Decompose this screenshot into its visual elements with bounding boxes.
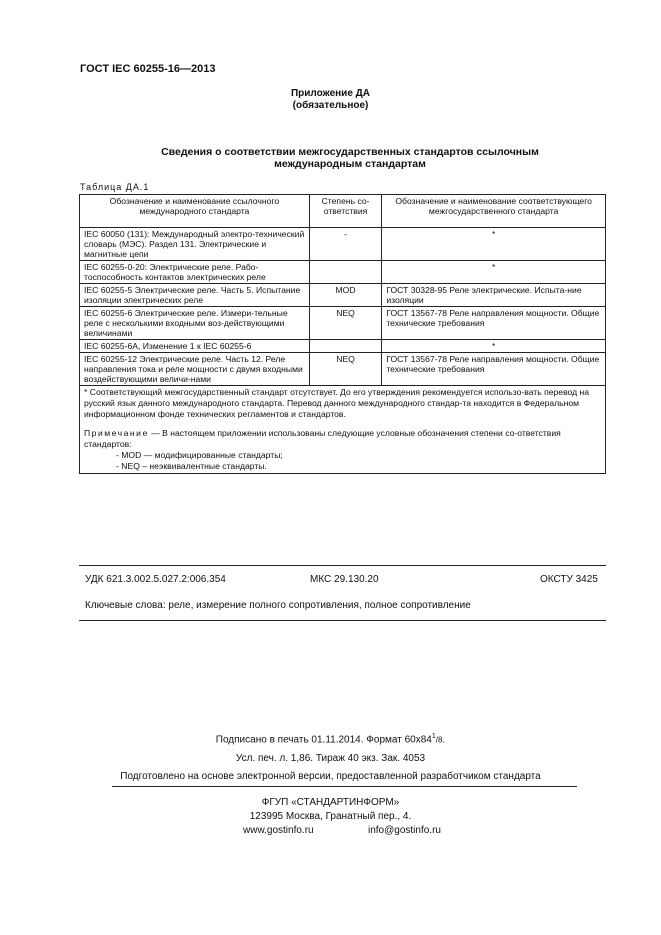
intl-standard-cell: IEC 60255-6 Электрические реле. Измери-тельные реле с несколькими входными воз-действующими величинами <box>80 307 310 340</box>
imprint-divider <box>112 786 577 787</box>
table-row <box>80 228 606 261</box>
appendix-subtitle: (обязательное) <box>292 100 369 111</box>
udk-code: УДК 621.3.002.5.027.2:006.354 <box>85 574 226 585</box>
table-notes <box>80 386 606 474</box>
degree-cell <box>309 261 382 284</box>
section-title-line2: международным стандартам <box>274 158 426 170</box>
format-end: . <box>442 734 446 746</box>
degree-cell: - <box>309 228 382 261</box>
prepared-info: Подготовлено на основе электронной версии, предоставленной разработчиком стандарта <box>120 771 541 782</box>
degree-cell: MOD <box>309 284 382 307</box>
note <box>84 428 601 450</box>
table-row <box>80 340 606 353</box>
section-title-line1: Сведения о соответствии межгосударственных стандартов ссылочным <box>161 146 539 158</box>
note-text: — В настоящем приложении использованы следующие условные обозначения степени со-ответствия стандартов: <box>84 428 561 449</box>
document-header: ГОСТ IEC 60255-16—2013 <box>80 63 216 75</box>
table-header-row <box>80 195 606 228</box>
table-notes-row <box>80 386 606 474</box>
note-item-mod: - MOD — модифицированные стандарты; <box>116 450 283 460</box>
publisher-email[interactable]: info@gostinfo.ru <box>368 825 441 836</box>
table-row <box>80 307 606 340</box>
degree-cell: NEQ <box>309 353 382 386</box>
gost-standard-cell: * <box>382 261 606 284</box>
note-label: Примечание <box>84 428 149 438</box>
publisher-website[interactable]: www.gostinfo.ru <box>243 825 314 836</box>
bottom-divider <box>79 620 606 621</box>
signed-text: Подписано в печать 01.11.2014. Формат 60x84 <box>215 734 432 746</box>
column-header-degree: Степень со-ответствия <box>309 195 382 228</box>
column-header-intl: Обозначение и наименование ссылочного международного стандарта <box>80 195 310 228</box>
intl-standard-cell: IEC 60255-6A, Изменение 1 к IEC 60255-6 <box>80 340 310 353</box>
gost-standard-cell: ГОСТ 13567-78 Реле направления мощности. Общие технические требования <box>382 353 606 386</box>
format-subscript: /8 <box>435 735 443 745</box>
top-divider <box>79 565 606 566</box>
gost-standard-cell: * <box>382 340 606 353</box>
publisher-name: ФГУП «СТАНДАРТИНФОРМ» <box>261 797 400 808</box>
table-caption: Таблица ДА.1 <box>80 182 150 192</box>
table-row <box>80 261 606 284</box>
publisher-address: 123995 Москва, Гранатный пер., 4. <box>249 811 412 822</box>
intl-standard-cell: IEC 60255-0-20: Электрические реле. Рабо-тоспособность контактов электрических реле <box>80 261 310 284</box>
degree-cell: NEQ <box>309 307 382 340</box>
column-header-gost: Обозначение и наименование соответствующего межгосударственного стандарта <box>382 195 606 228</box>
note-item-neq: - NEQ – неэквивалентные стандарты. <box>116 461 267 471</box>
okstu-code: ОКСТУ 3425 <box>540 574 598 585</box>
intl-standard-cell: IEC 60050 (131): Международный электро-технический словарь (МЭС). Раздел 131. Электрические и магнитные цепи <box>80 228 310 261</box>
intl-standard-cell: IEC 60255-12 Электрические реле. Часть 12. Реле направления тока и реле мощности с двумя входными воздействующими величи-нами <box>80 353 310 386</box>
appendix-heading <box>0 88 661 112</box>
section-title <box>100 146 600 170</box>
signed-line <box>0 733 661 745</box>
table-row <box>80 353 606 386</box>
footnote: * Соответствующий межгосударственный стандарт отсутствует. До его утверждения рекомендуется использо-вать перевод на русский язык данного международного стандарта. Перевод данного международного стандар-та находится в Федеральном информационном фонде технических регламентов и стандартов. <box>84 387 590 419</box>
keywords: Ключевые слова: реле, измерение полного сопротивления, полное сопротивление <box>85 600 471 611</box>
degree-cell <box>309 340 382 353</box>
print-info: Усл. печ. л. 1,86. Тираж 40 экз. Зак. 4053 <box>235 753 426 764</box>
appendix-title: Приложение ДА <box>290 88 371 99</box>
gost-standard-cell: ГОСТ 13567-78 Реле направления мощности. Общие технические требования <box>382 307 606 340</box>
correspondence-table <box>79 194 606 474</box>
table-row <box>80 284 606 307</box>
gost-standard-cell: ГОСТ 30328-95 Реле электрические. Испыта-ние изоляции <box>382 284 606 307</box>
format-superscript: 1 <box>431 733 436 740</box>
mks-code: МКС 29.130.20 <box>310 574 379 585</box>
gost-standard-cell: * <box>382 228 606 261</box>
intl-standard-cell: IEC 60255-5 Электрические реле. Часть 5. Испытание изоляции электрических реле <box>80 284 310 307</box>
